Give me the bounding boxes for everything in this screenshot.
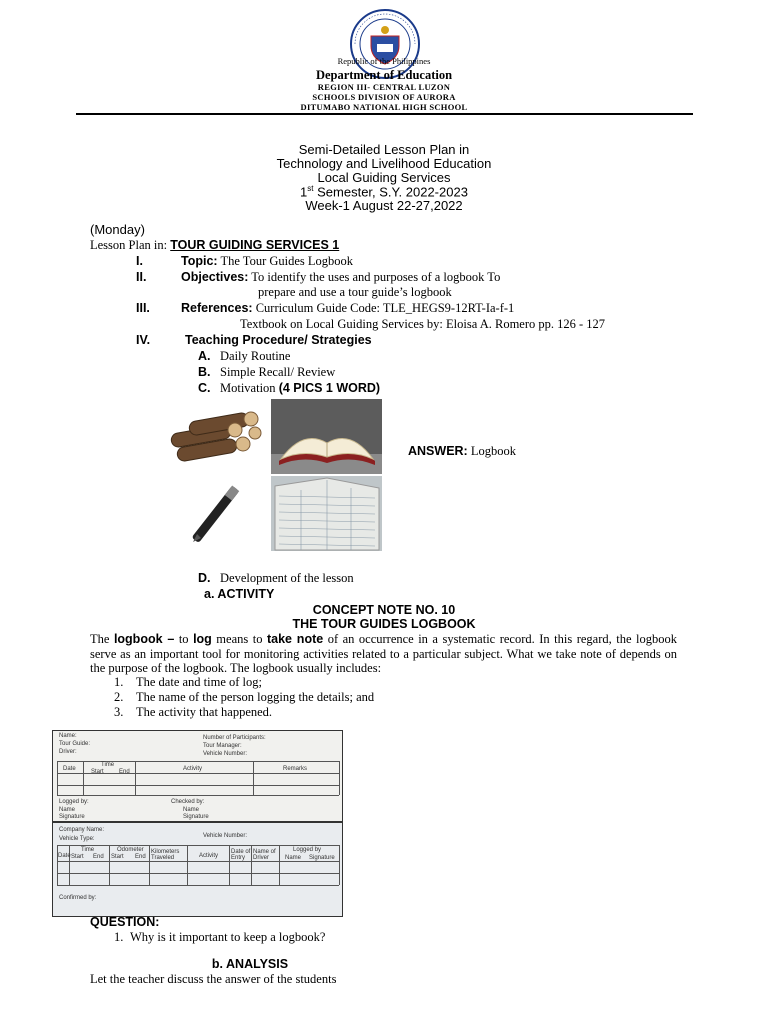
concept-note-number: CONCEPT NOTE NO. 10 bbox=[312, 603, 456, 617]
objectives-line: Objectives: To identify the uses and purposes of a logbook To bbox=[181, 270, 501, 284]
republic-text: Republic of the Philippines bbox=[337, 56, 431, 66]
question-text: Why is it important to keep a logbook? bbox=[130, 930, 326, 944]
item-ii-number: II. bbox=[136, 270, 147, 284]
list-num-2: 2. bbox=[114, 690, 124, 704]
tour-logbook-form-image: Name: Tour Guide: Driver: Number of Participants: Tour Manager: Vehicle Number: Date Time Start End Activity Remarks Logged by: Name Signature Checked by: Name Signature bbox=[52, 730, 343, 822]
step-d-letter: D. bbox=[198, 571, 211, 585]
question-number: 1. bbox=[114, 930, 124, 944]
vehicle-logbook-form-image: Company Name: Vehicle Type: Vehicle Number: Date Time Start End Odometer Start End Kilometers Traveled Activity Date of Entry Name of Driver Logged by Name Signature Confirmed by: bbox=[52, 822, 343, 917]
logbook-picture bbox=[271, 476, 382, 551]
concept-note-title: THE TOUR GUIDES LOGBOOK bbox=[292, 617, 476, 631]
department-name: Department of Education bbox=[315, 68, 453, 82]
step-b-text: Simple Recall/ Review bbox=[220, 365, 336, 379]
lesson-plan-line: Lesson Plan in: TOUR GUIDING SERVICES 1 bbox=[90, 238, 340, 252]
logs-picture bbox=[163, 399, 269, 474]
title-line-3: Local Guiding Services bbox=[317, 170, 451, 185]
day-label: (Monday) bbox=[90, 222, 145, 237]
step-c-letter: C. bbox=[198, 381, 211, 395]
list-item-2: The name of the person logging the details; and bbox=[136, 690, 375, 704]
division-text: SCHOOLS DIVISION OF AURORA bbox=[312, 92, 456, 102]
list-num-3: 3. bbox=[114, 705, 124, 719]
open-book-picture bbox=[271, 399, 382, 474]
step-d-text: Development of the lesson bbox=[220, 571, 354, 585]
item-iii-number: III. bbox=[136, 301, 150, 315]
question-label: QUESTION: bbox=[90, 915, 160, 929]
topic-line: Topic: The Tour Guides Logbook bbox=[181, 254, 354, 268]
region-text: REGION III- CENTRAL LUZON bbox=[317, 82, 451, 92]
school-text: DITUMABO NATIONAL HIGH SCHOOL bbox=[300, 102, 468, 112]
title-line-2: Technology and Livelihood Education bbox=[276, 156, 492, 171]
list-item-3: The activity that happened. bbox=[136, 705, 273, 719]
semester-line: 1st Semester, S.Y. 2022-2023 bbox=[300, 184, 468, 200]
list-num-1: 1. bbox=[114, 675, 124, 689]
concept-paragraph: The logbook – to log means to take note of an occurrence in a systematic record. In this regard, the logbook serve as an important tool for monitoring activities related to a particular subject. What we take note of depends on the purpose of the logbook. The logbook usually includes: bbox=[90, 632, 677, 675]
objectives-line-2: prepare and use a tour guide’s logbook bbox=[258, 285, 452, 299]
week-line: Week-1 August 22-27,2022 bbox=[305, 198, 463, 213]
references-line: References: Curriculum Guide Code: TLE_HEGS9-12RT-Ia-f-1 bbox=[181, 301, 515, 315]
item-i-number: I. bbox=[136, 254, 143, 268]
header-divider bbox=[76, 113, 693, 115]
step-b-letter: B. bbox=[198, 365, 211, 379]
pen-picture bbox=[163, 476, 269, 551]
analysis-text: Let the teacher discuss the answer of the students bbox=[90, 972, 337, 986]
title-line-1: Semi-Detailed Lesson Plan in bbox=[298, 142, 470, 157]
step-a-text: Daily Routine bbox=[220, 349, 291, 363]
step-a-letter: A. bbox=[198, 349, 211, 363]
activity-label: a. ACTIVITY bbox=[204, 587, 275, 601]
analysis-label: b. ANALYSIS bbox=[211, 957, 289, 971]
procedure-heading: Teaching Procedure/ Strategies bbox=[185, 333, 372, 347]
answer-line: ANSWER: Logbook bbox=[408, 444, 516, 458]
item-iv-number: IV. bbox=[136, 333, 151, 347]
references-line-2: Textbook on Local Guiding Services by: Eloisa A. Romero pp. 126 - 127 bbox=[240, 317, 606, 331]
list-item-1: The date and time of log; bbox=[136, 675, 263, 689]
step-c-text: Motivation (4 PICS 1 WORD) bbox=[220, 381, 381, 395]
